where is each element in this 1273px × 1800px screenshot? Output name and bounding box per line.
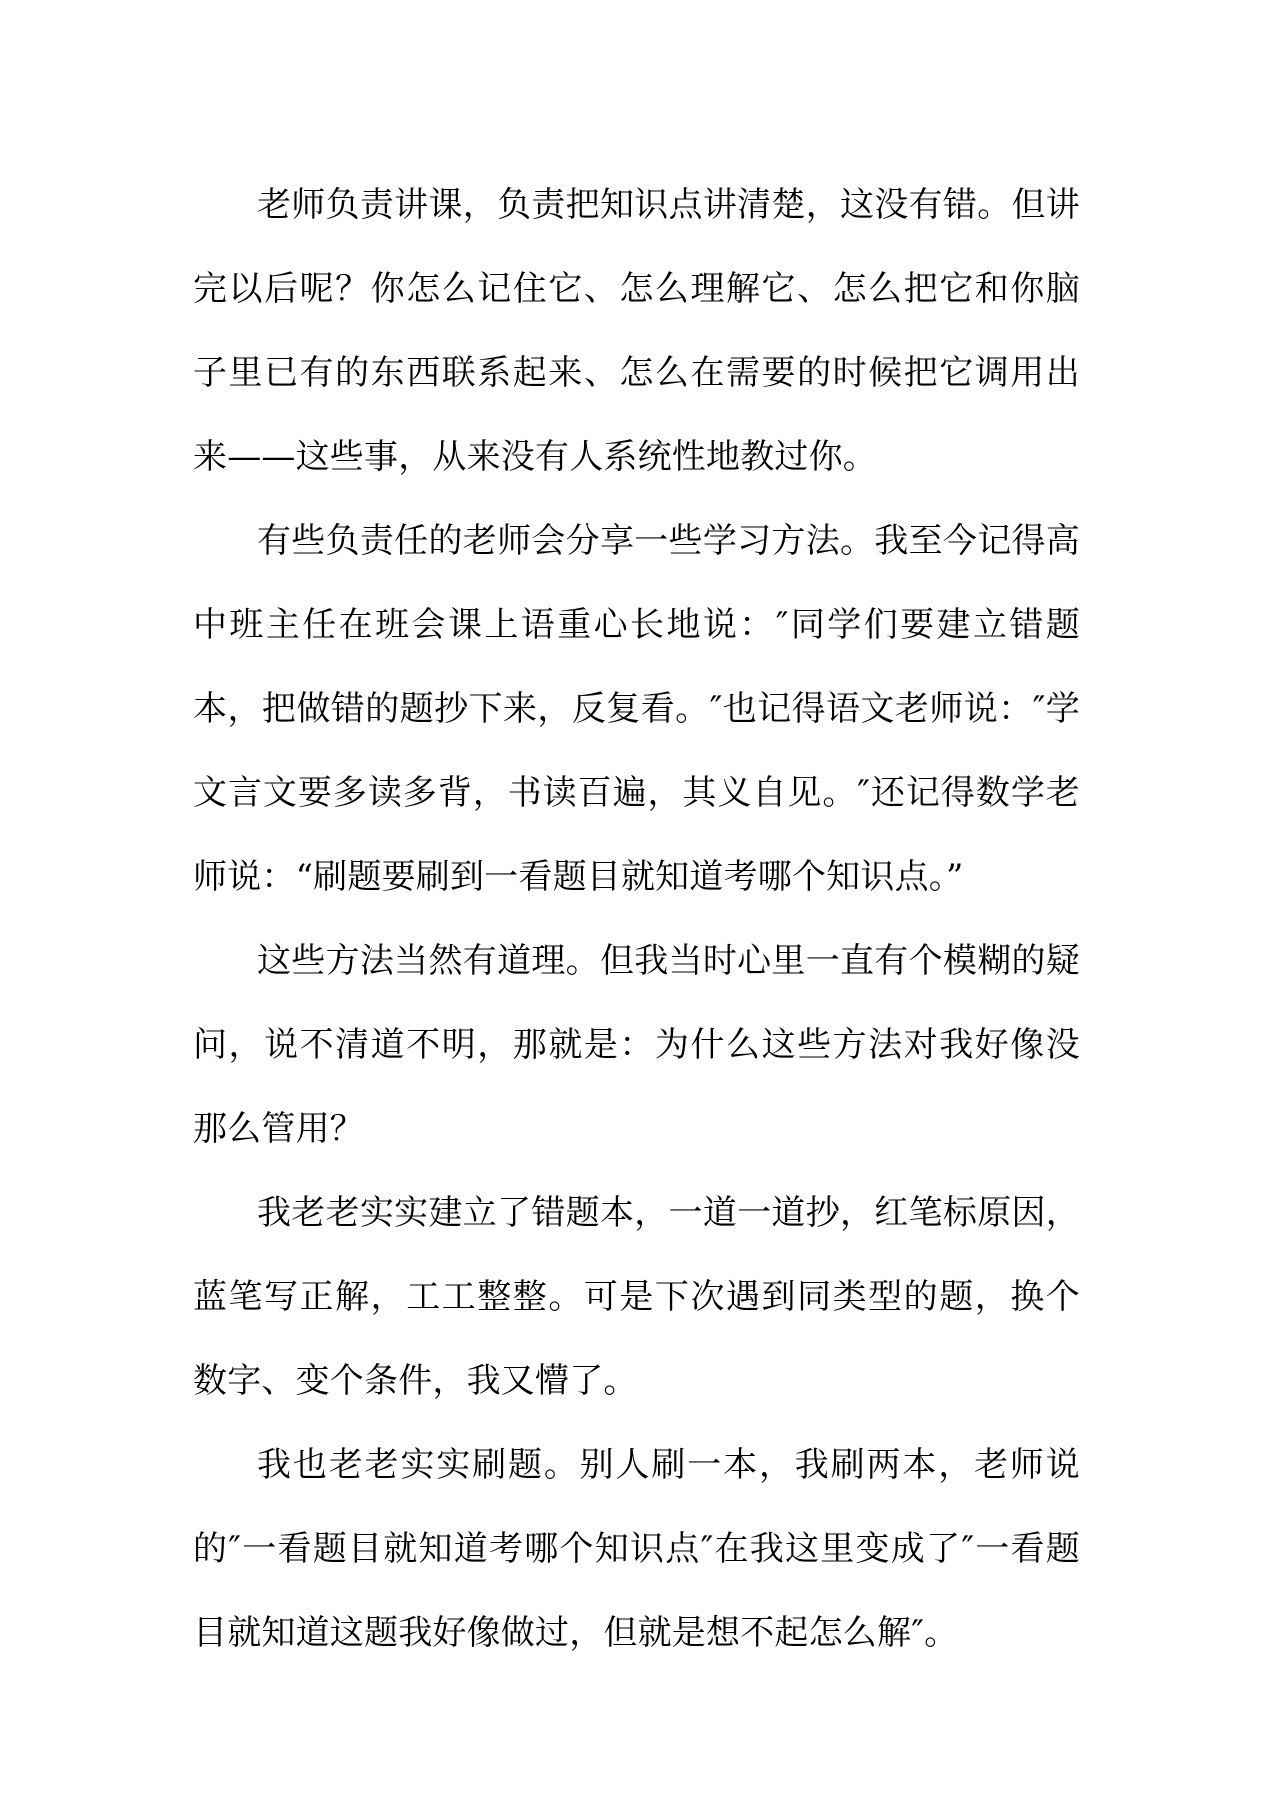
paragraph-3: 这些方法当然有道理。但我当时心里一直有个模糊的疑问，说不清道不明，那就是：为什么这些方法对我好像没那么管用？ — [193, 941, 1080, 1149]
paragraph-2: 有些负责任的老师会分享一些学习方法。我至今记得高中班主任在班会课上语重心长地说：″同学们要建立错题本，把做错的题抄下来，反复看。″也记得语文老师说：″学文言文要多读多背，书读百遍，其义自见。″还记得数学老师说：“刷题要刷到一看题目就知道考哪个知识点。” — [193, 521, 1080, 897]
paragraph-5: 我也老老实实刷题。别人刷一本，我刷两本，老师说的″一看题目就知道考哪个知识点″在我这里变成了″一看题目就知道这题我好像做过，但就是想不起怎么解″。 — [193, 1445, 1080, 1653]
paragraph-1: 老师负责讲课，负责把知识点讲清楚，这没有错。但讲完以后呢？你怎么记住它、怎么理解它、怎么把它和你脑子里已有的东西联系起来、怎么在需要的时候把它调用出来——这些事，从来没有人系统性地教过你。 — [193, 185, 1080, 477]
paragraph-4: 我老老实实建立了错题本，一道一道抄，红笔标原因，蓝笔写正解，工工整整。可是下次遇到同类型的题，换个数字、变个条件，我又懵了。 — [193, 1193, 1080, 1401]
document-body — [193, 163, 1080, 1675]
